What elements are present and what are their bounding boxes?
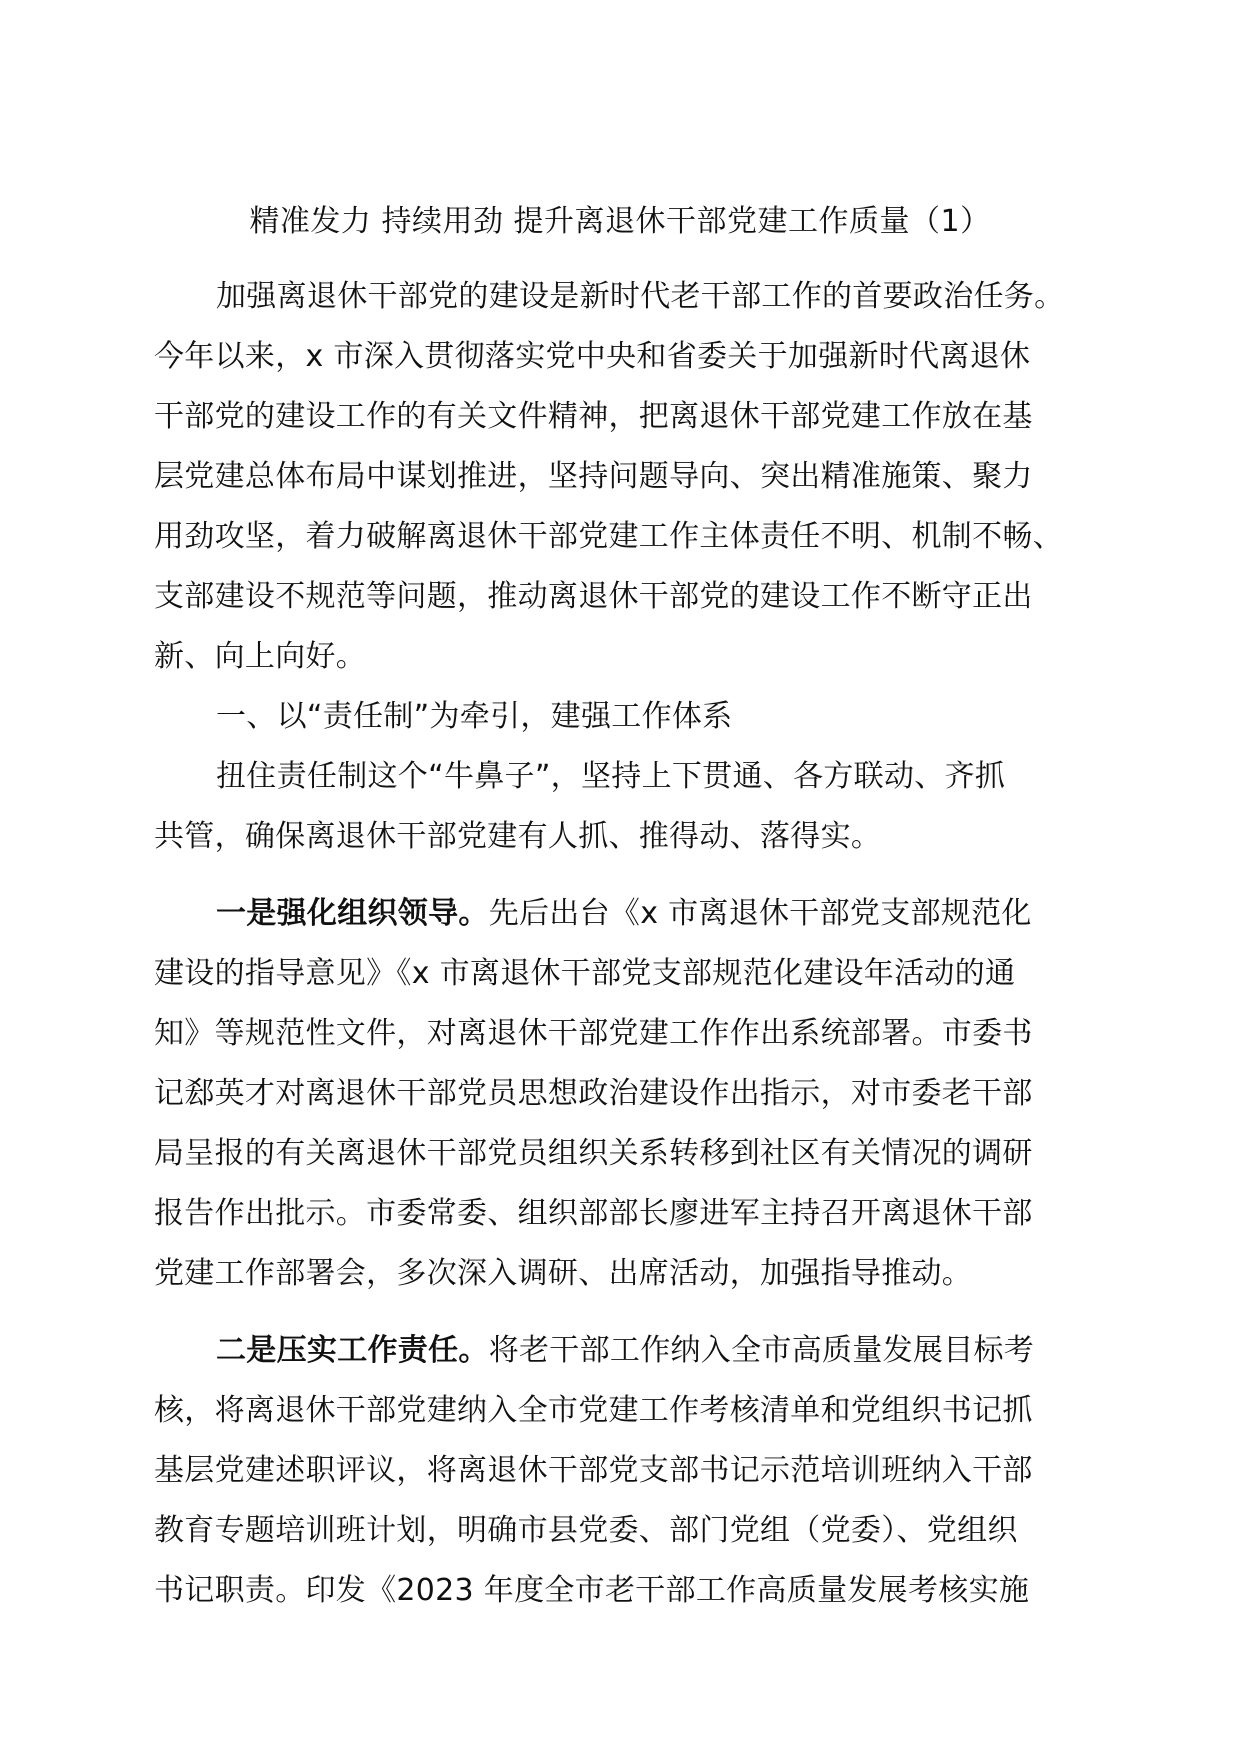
paragraph-line: 扭住责任制这个“牛鼻子”，坚持上下贯通、各方联动、齐抓: [216, 759, 1006, 794]
document-body: [154, 267, 1086, 1621]
paragraph-line: 支部建设不规范等问题，推动离退休干部党的建设工作不断守正出: [154, 579, 1033, 614]
document-title: 精准发力 持续用劲 提升离退休干部党建工作质量（1）: [249, 204, 991, 239]
paragraph-line: 局呈报的有关离退休干部党员组织关系转移到社区有关情况的调研: [154, 1136, 1033, 1171]
paragraph-line: 加强离退休干部党的建设是新时代老干部工作的首要政治任务。: [216, 279, 1065, 314]
paragraph-line: 二是压实工作责任。将老干部工作纳入全市高质量发展目标考: [216, 1333, 1035, 1368]
paragraph-line: 教育专题培训班计划，明确市县党委、部门党组（党委）、党组织: [154, 1513, 1018, 1548]
bold-lead: 一是强化组织领导。: [216, 896, 489, 931]
paragraph-line: 报告作出批示。市委常委、组织部部长廖进军主持召开离退休干部: [154, 1196, 1033, 1231]
paragraph-line: 基层党建述职评议，将离退休干部党支部书记示范培训班纳入干部: [154, 1453, 1033, 1488]
paragraph-line: 一是强化组织领导。先后出台《x 市离退休干部党支部规范化: [216, 896, 1032, 931]
paragraph-line: 用劲攻坚，着力破解离退休干部党建工作主体责任不明、机制不畅、: [154, 519, 1063, 554]
paragraph-line: 今年以来，x 市深入贯彻落实党中央和省委关于加强新时代离退休: [154, 339, 1031, 374]
paragraph-line: 层党建总体布局中谋划推进，坚持问题导向、突出精准施策、聚力: [154, 459, 1033, 494]
paragraph-line: 共管，确保离退休干部党建有人抓、推得动、落得实。: [154, 819, 882, 854]
section-heading: 一、以“责任制”为牵引，建强工作体系: [216, 699, 733, 734]
paragraph-line: 建设的指导意见》《x 市离退休干部党支部规范化建设年活动的通: [154, 956, 1016, 991]
paragraph-gap: [154, 867, 1086, 884]
paragraph-line: 核，将离退休干部党建纳入全市党建工作考核清单和党组织书记抓: [154, 1393, 1033, 1428]
paragraph-line: 记郄英才对离退休干部党员思想政治建设作出指示，对市委老干部: [154, 1076, 1033, 1111]
bold-lead: 二是压实工作责任。: [216, 1333, 489, 1368]
paragraph-line: 书记职责。印发《2023 年度全市老干部工作高质量发展考核实施: [154, 1573, 1030, 1608]
paragraph-line: 党建工作部署会，多次深入调研、出席活动，加强指导推动。: [154, 1256, 973, 1291]
paragraph-gap: [154, 1304, 1086, 1321]
paragraph-line: 知》等规范性文件，对离退休干部党建工作作出系统部署。市委书: [154, 1016, 1033, 1051]
paragraph-line: 干部党的建设工作的有关文件精神，把离退休干部党建工作放在基: [154, 399, 1033, 434]
paragraph-line: 新、向上向好。: [154, 639, 367, 674]
